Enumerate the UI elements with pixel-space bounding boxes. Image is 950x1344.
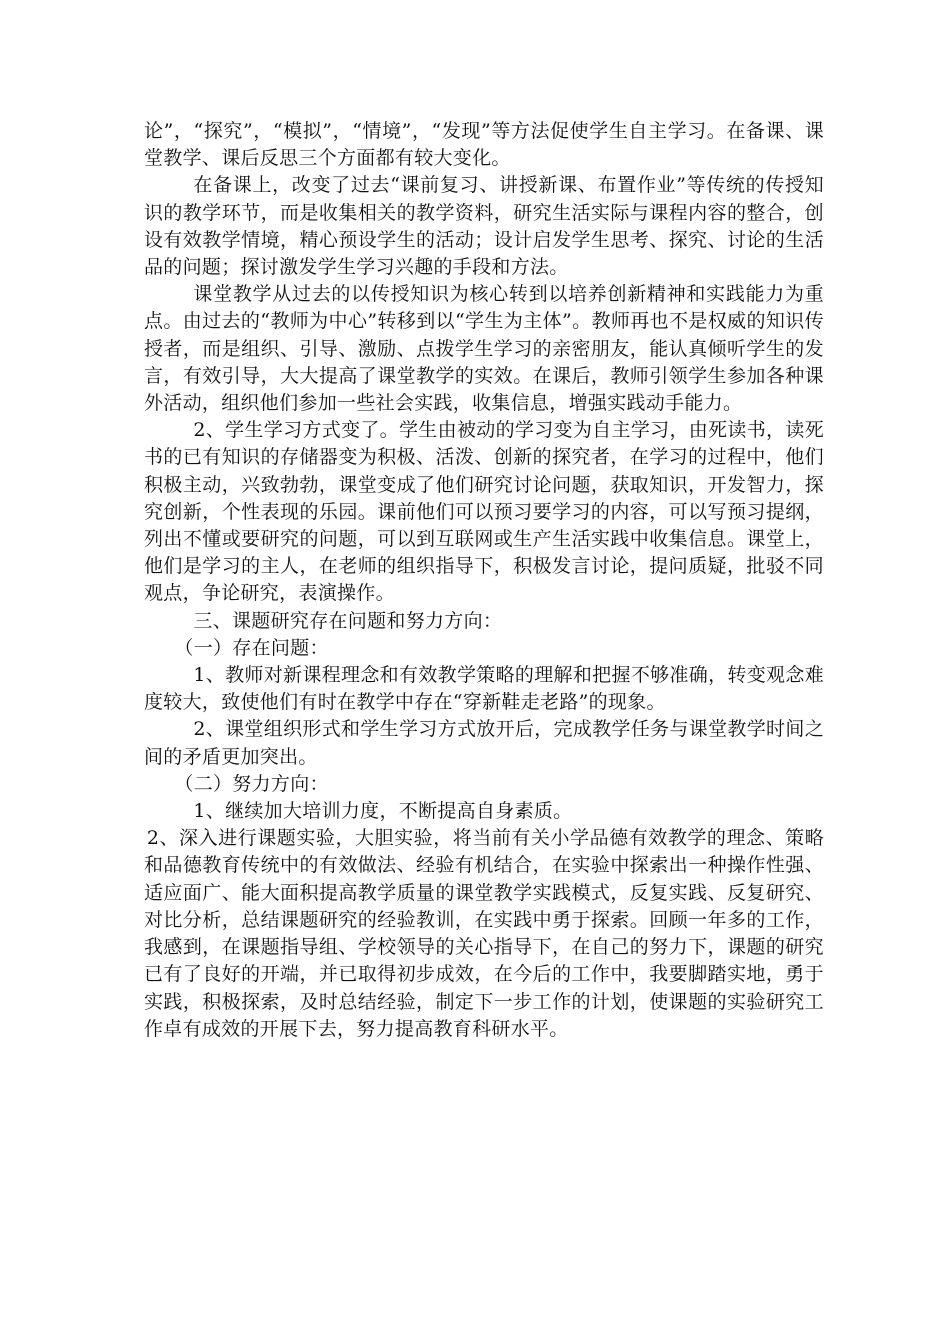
paragraph-4: 2、学生学习方式变了。学生由被动的学习变为自主学习，由死读书，读死书的已有知识的存储器变为积极、活泼、创新的探究者，在学习的过程中，他们积极主动，兴致勃勃，课堂变成了他们研究讨论问题，获取知识，开发智力，探究创新，个性表现的乐园。课前他们可以预习要学习的内容，可以写预习提纲，列出不懂或要研究的问题，可以到互联网或生产生活实践中收集信息。课堂上，他们是学习的主人，在老师的组织指导下，积极发言讨论，提问质疑，批驳不同观点，争论研究，表演操作。 xyxy=(144,419,824,605)
paragraph-problem-2: 2、课堂组织形式和学生学习方式放开后，完成教学任务与课堂教学时间之间的矛盾更加突出。 xyxy=(144,718,824,768)
paragraph-3: 课堂教学从过去的以传授知识为核心转到以培养创新精神和实践能力为重点。由过去的“教师为中心”转移到以“学生为主体”。教师再也不是权威的知识传授者，而是组织、引导、激励、点拨学生学习的亲密朋友，能认真倾听学生的发言，有效引导，大大提高了课堂教学的实效。在课后，教师引领学生参加各种课外活动，组织他们参加一些社会实践，收集信息，增强实践动手能力。 xyxy=(144,283,824,415)
document-body xyxy=(144,118,824,1043)
section-heading-3: 三、课题研究存在问题和努力方向： xyxy=(193,609,503,632)
subheading-problems: （一）存在问题： xyxy=(174,636,329,659)
paragraph-direction-2: 2、深入进行课题实验，大胆实验，将当前有关小学品德有效教学的理念、策略和品德教育传统中的有效做法、经验有机结合，在实验中探索出一种操作性强、适应面广、能大面积提高教学质量的课堂教学实践模式，反复实践、反复研究、对比分析，总结课题研究的经验教训，在实践中勇于探索。回顾一年多的工作，我感到，在课题指导组、学校领导的关心指导下，在自己的努力下，课题的研究已有了良好的开端，并已取得初步成效，在今后的工作中，我要脚踏实地，勇于实践，积极探索，及时总结经验，制定下一步工作的计划，使课题的实验研究工作卓有成效的开展下去，努力提高教育科研水平。 xyxy=(144,827,824,1040)
paragraph-1: 论”，“探究”，“模拟”，“情境”，“发现”等方法促使学生自主学习。在备课、课堂教学、课后反思三个方面都有较大变化。 xyxy=(144,120,824,170)
subheading-directions: （二）努力方向： xyxy=(174,772,329,795)
paragraph-2: 在备课上，改变了过去“课前复习、讲授新课、布置作业”等传统的传授知识的教学环节，而是收集相关的教学资料，研究生活实际与课程内容的整合，创设有效教学情境，精心预设学生的活动；设计启发学生思考、探究、讨论的生活品的问题；探讨激发学生学习兴趣的手段和方法。 xyxy=(144,174,824,279)
paragraph-direction-1: 1、继续加大培训力度，不断提高自身素质。 xyxy=(193,800,573,823)
paragraph-problem-1: 1、教师对新课程理念和有效教学策略的理解和把握不够准确，转变观念难度较大，致使他们有时在教学中存在“穿新鞋走老路”的现象。 xyxy=(144,664,824,714)
